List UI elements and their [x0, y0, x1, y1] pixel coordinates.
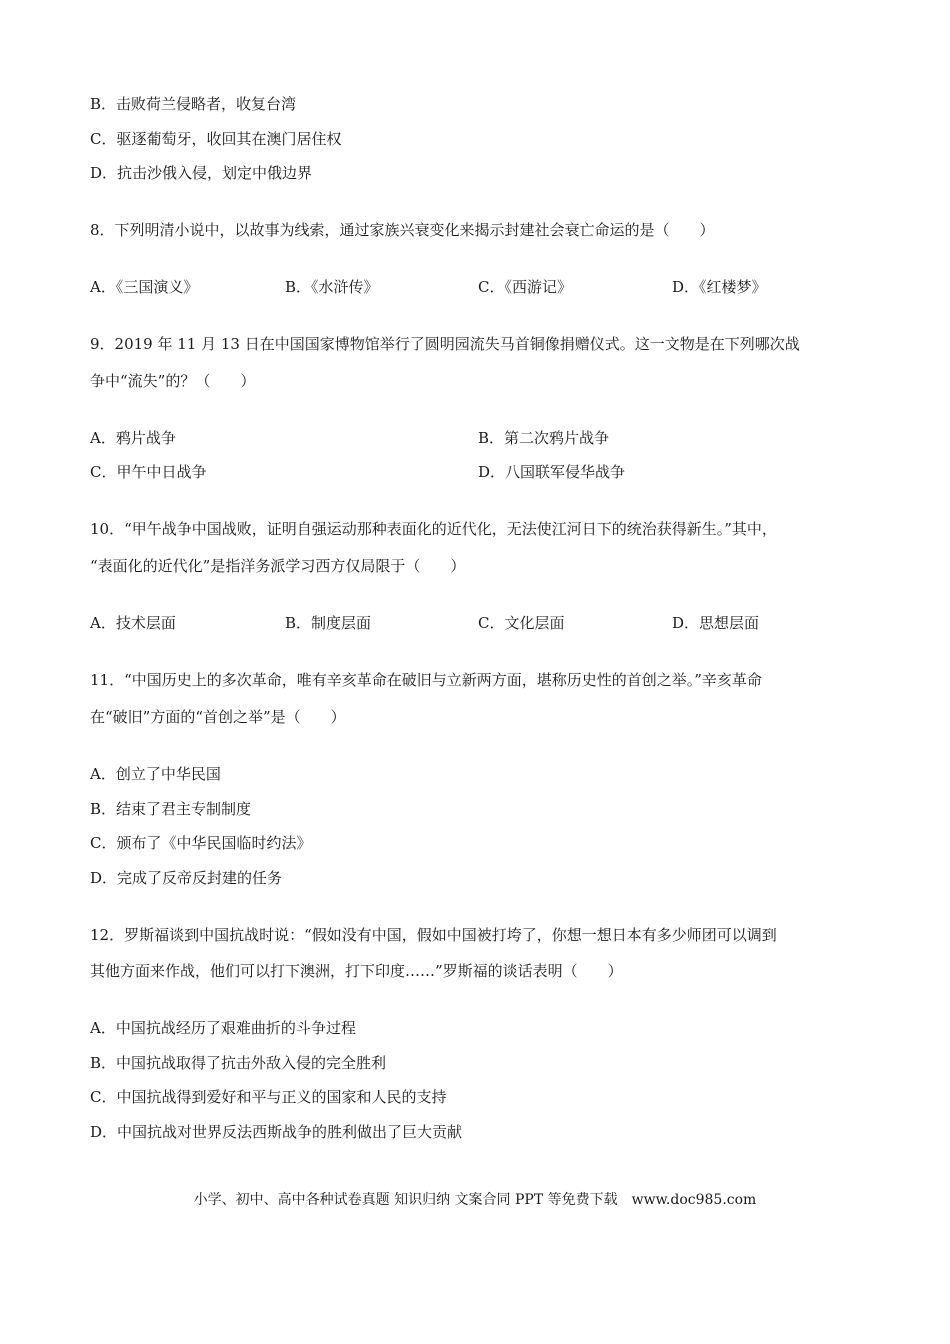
q11-option-b: B．结束了君主专制制度 — [90, 800, 252, 818]
q8-option-d: D．《红楼梦》 — [672, 278, 767, 296]
q8-option-a: A．《三国演义》 — [90, 278, 199, 296]
q9-stem-line-1: 9．2019 年 11 月 13 日在中国国家博物馆举行了圆明园流失马首铜像捐赠仪式。这一文物是在下列哪次战 — [90, 335, 800, 353]
q11-option-a: A．创立了中华民国 — [90, 765, 221, 783]
q10-option-a: A．技术层面 — [90, 614, 176, 632]
q12-stem-line-2: 其他方面来作战，他们可以打下澳洲，打下印度……”罗斯福的谈话表明（ ） — [90, 962, 623, 980]
q10-option-c: C．文化层面 — [478, 614, 565, 632]
q11-option-c: C．颁布了《中华民国临时约法》 — [90, 834, 312, 852]
q8-option-c: C．《西游记》 — [478, 278, 572, 296]
q11-stem-line-1: 11．“中国历史上的多次革命，唯有辛亥革命在破旧与立新两方面，堪称历史性的首创之举。”辛亥革命 — [90, 671, 762, 689]
q9-option-c: C．甲午中日战争 — [90, 463, 207, 481]
q10-stem-line-1: 10．“甲午战争中国战败，证明自强运动那种表面化的近代化，无法使江河日下的统治获得新生。”其中， — [90, 520, 777, 538]
q8-stem: 8．下列明清小说中，以故事为线索，通过家族兴衰变化来揭示封建社会衰亡命运的是（ ） — [90, 221, 715, 239]
q8-option-b: B．《水浒传》 — [285, 278, 379, 296]
q9-option-a: A．鸦片战争 — [90, 429, 176, 447]
q7-option-b: B．击败荷兰侵略者，收复台湾 — [90, 95, 297, 113]
q9-option-b: B．第二次鸦片战争 — [478, 429, 610, 447]
q7-option-c: C．驱逐葡萄牙，收回其在澳门居住权 — [90, 130, 342, 148]
q11-stem-line-2: 在“破旧”方面的“首创之举”是（ ） — [90, 708, 346, 726]
q7-option-d: D．抗击沙俄入侵，划定中俄边界 — [90, 164, 313, 182]
q12-stem-line-1: 12．罗斯福谈到中国抗战时说：“假如没有中国，假如中国被打垮了，你想一想日本有多少师团可以调到 — [90, 926, 777, 944]
q10-option-b: B．制度层面 — [285, 614, 372, 632]
q12-option-a: A．中国抗战经历了艰难曲折的斗争过程 — [90, 1019, 356, 1037]
q12-option-c: C．中国抗战得到爱好和平与正义的国家和人民的支持 — [90, 1088, 447, 1106]
q9-stem-line-2: 争中“流失”的？（ ） — [90, 372, 256, 390]
q11-option-d: D．完成了反帝反封建的任务 — [90, 869, 283, 887]
q9-option-d: D．八国联军侵华战争 — [478, 463, 626, 481]
q12-option-d: D．中国抗战对世界反法西斯战争的胜利做出了巨大贡献 — [90, 1123, 463, 1141]
q10-option-d: D．思想层面 — [672, 614, 760, 632]
q12-option-b: B．中国抗战取得了抗击外敌入侵的完全胜利 — [90, 1054, 387, 1072]
q10-stem-line-2: “表面化的近代化”是指洋务派学习西方仅局限于（ ） — [90, 557, 466, 575]
page-footer: 小学、初中、高中各种试卷真题 知识归纳 文案合同 PPT 等免费下载 www.doc985.com — [193, 1192, 757, 1208]
